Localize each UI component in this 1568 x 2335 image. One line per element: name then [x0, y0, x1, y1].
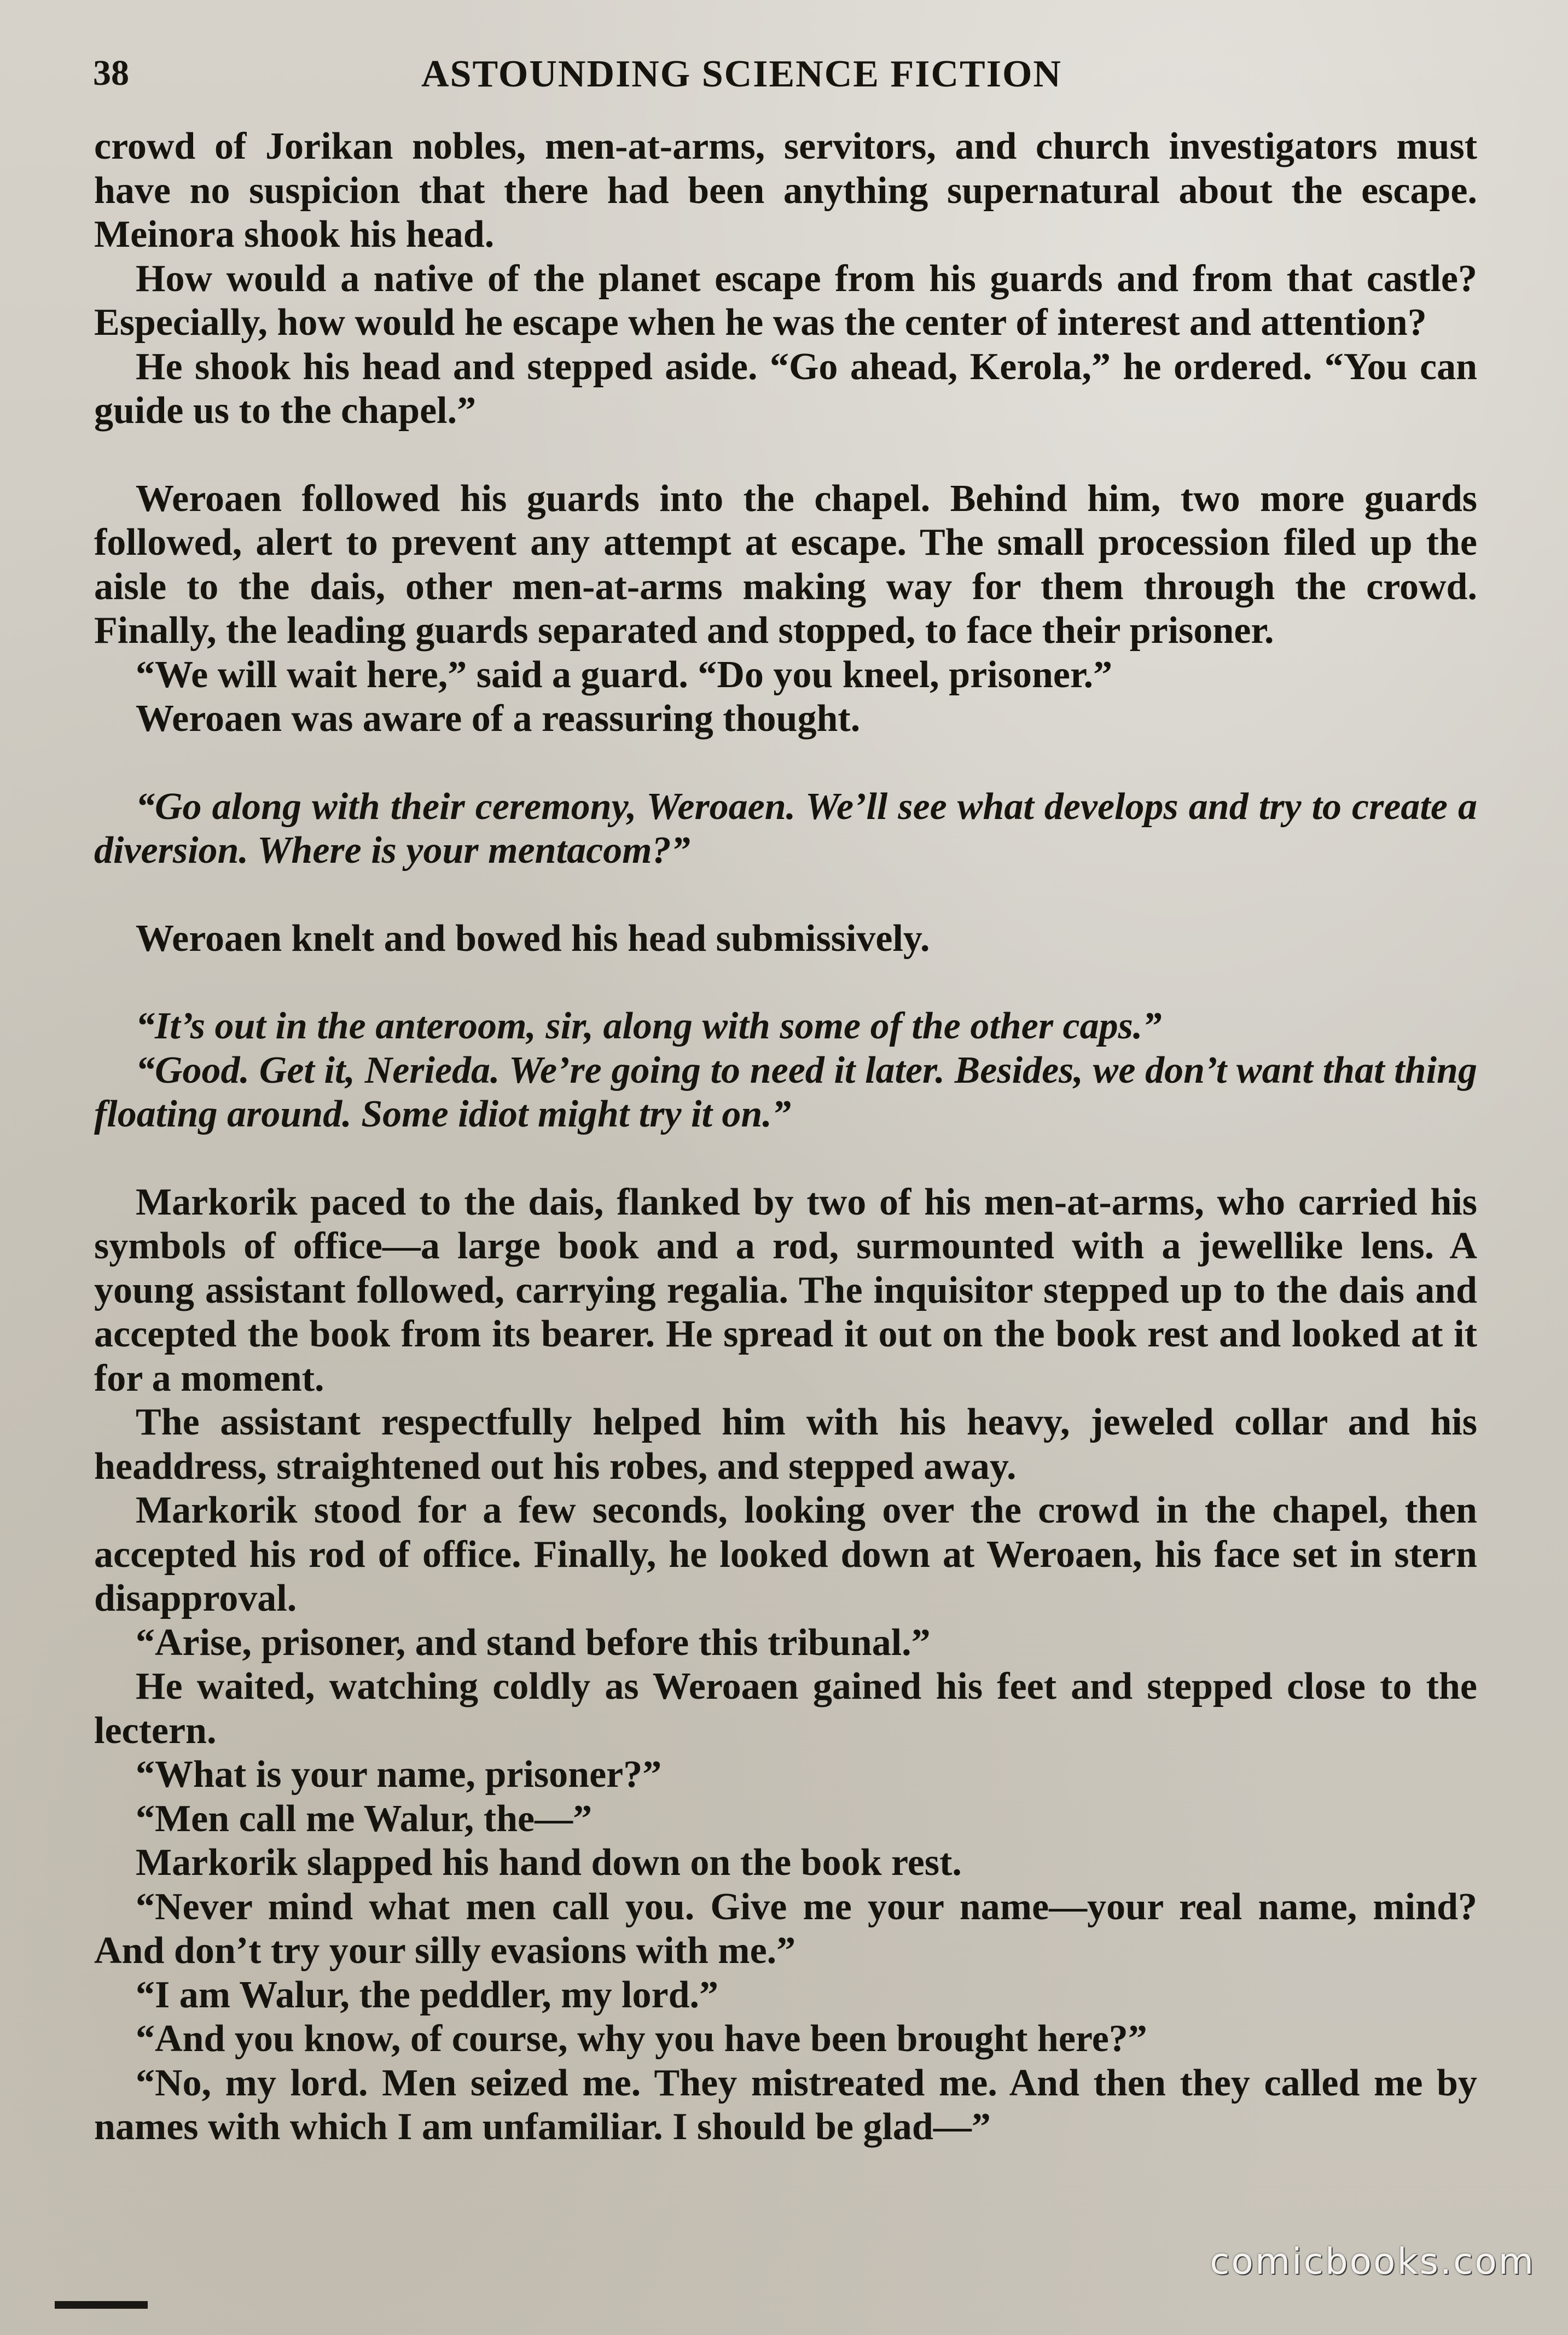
paragraph: He waited, watching coldly as Weroaen gained his feet and stepped close to the lectern.	[94, 1665, 1477, 1752]
section-break	[94, 873, 1477, 917]
paragraph: Markorik stood for a few seconds, looking over the crowd in the chapel, then accepted his rod of office. Finally, he looked down at Weroaen, his face set in stern disapproval.	[94, 1489, 1477, 1619]
italic-paragraph: “It’s out in the anteroom, sir, along with some of the other caps.”	[136, 1005, 1162, 1047]
watermark-text: comicbooks.com	[1210, 2240, 1535, 2282]
scan-edge-mark	[55, 2301, 148, 2309]
page-number: 38	[93, 53, 129, 93]
paragraph: “Arise, prisoner, and stand before this tribunal.”	[136, 1621, 931, 1664]
section-break	[94, 741, 1477, 785]
paragraph: “No, my lord. Men seized me. They mistreated me. And then they called me by names with which I am unfamiliar. I should be glad—”	[94, 2061, 1477, 2148]
running-title: ASTOUNDING SCIENCE FICTION	[421, 53, 1062, 95]
paragraph: crowd of Jorikan nobles, men-at-arms, servitors, and church investigators must have no suspicion that there had been anything supernatural about the escape. Meinora shook his head.	[94, 125, 1477, 255]
paragraph: “What is your name, prisoner?”	[136, 1753, 662, 1796]
paragraph: “Men call me Walur, the—”	[136, 1797, 593, 1840]
paragraph: “And you know, of course, why you have been brought here?”	[136, 2018, 1147, 2060]
page-header	[93, 53, 1475, 102]
paragraph: He shook his head and stepped aside. “Go ahead, Kerola,” he ordered. “You can guide us to the chapel.”	[94, 345, 1477, 432]
paragraph: “We will wait here,” said a guard. “Do you kneel, prisoner.”	[136, 653, 1113, 696]
paragraph: Markorik paced to the dais, flanked by two of his men-at-arms, who carried his symbols of office—a large book and a rod, surmounted with a jewellike lens. A young assistant followed, carrying regalia. The inquisitor stepped up to the dais and accepted the book from its bearer. He spread it out on the book rest and looked at it for a moment.	[94, 1181, 1477, 1399]
section-break	[94, 1137, 1477, 1181]
section-break	[94, 961, 1477, 1004]
paragraph: How would a native of the planet escape from his guards and from that castle? Especially, how would he escape when he was the center of interest and attention?	[94, 257, 1477, 344]
paragraph: Weroaen was aware of a reassuring thought.	[136, 698, 861, 740]
section-break	[94, 433, 1477, 477]
paragraph: Markorik slapped his hand down on the book rest.	[136, 1842, 962, 1884]
paragraph: “I am Walur, the peddler, my lord.”	[136, 1973, 719, 2016]
paragraph: Weroaen knelt and bowed his head submissively.	[136, 917, 930, 960]
paragraph: Weroaen followed his guards into the chapel. Behind him, two more guards followed, alert to prevent any attempt at escape. The small procession filed up the aisle to the dais, other men-at-arms making way for them through the crowd. Finally, the leading guards separated and stopped, to face their prisoner.	[94, 477, 1477, 652]
paragraph: “Never mind what men call you. Give me your name—your real name, mind? And don’t try your silly evasions with me.”	[94, 1885, 1477, 1972]
italic-paragraph: “Good. Get it, Nerieda. We’re going to need it later. Besides, we don’t want that thing floating around. Some idiot might try it on.”	[94, 1049, 1477, 1135]
body-text	[94, 125, 1477, 2150]
paragraph: The assistant respectfully helped him with his heavy, jeweled collar and his headdress, straightened out his robes, and stepped away.	[94, 1401, 1477, 1488]
italic-paragraph: “Go along with their ceremony, Weroaen. We’ll see what develops and try to create a diversion. Where is your mentacom?”	[94, 785, 1477, 872]
